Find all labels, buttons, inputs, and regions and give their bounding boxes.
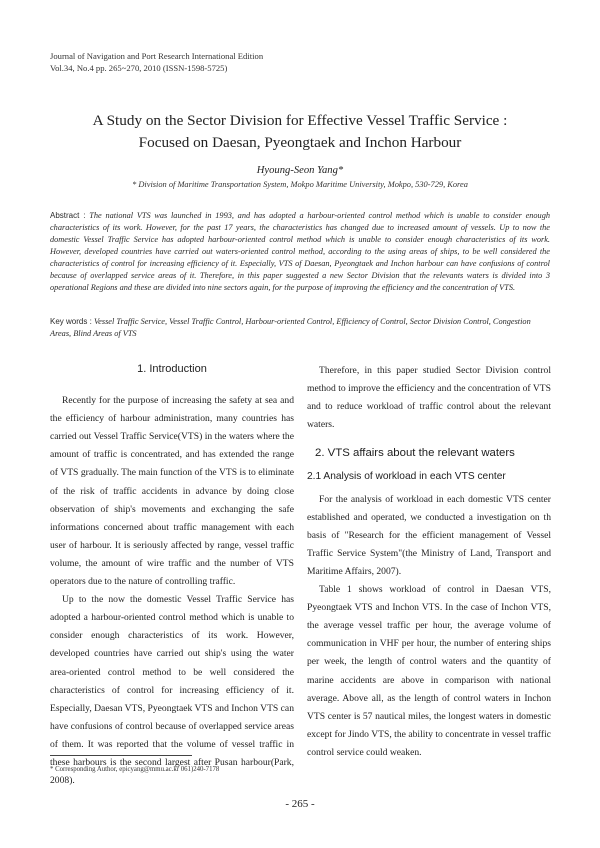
journal-name: Journal of Navigation and Port Research International Edition [50,51,264,61]
footnote-rule [50,755,192,756]
journal-volume: Vol.34, No.4 pp. 265~270, 2010 (ISSN-1598-5725) [50,63,228,73]
paper-title [0,110,600,154]
author: Hyoung-Seon Yang* [256,165,344,176]
abstract [50,210,550,294]
subsection-heading-workload: 2.1 Analysis of workload in each VTS center [307,471,506,483]
paragraph: For the analysis of workload in each domestic VTS center established and operated, we conducted a investigation on th basis of "Research for the efficient management of Vessel Traffic Service System"(the Ministry of Land, Transport and Maritime Affairs, 2007). [307,493,551,577]
abstract-label: Abstract : [50,211,90,220]
paragraph: Table 1 shows workload of control in Daesan VTS, Pyeongtaek VTS and Inchon VTS. In the case of Inchon VTS, the average vessel traffic per hour, the average volume of communication in VHF per hour, the number of entering ships per week, the length of control waters and the quantity of marine accidents are above in comparison with national average. Above all, as the length of control waters in Inchon VTS center is 57 nautical miles, the longest waters in domestic except for Jindo VTS, the ability to concentrate in vessel traffic control service could weaken. [307,584,551,758]
right-column [307,362,551,762]
keywords-label: Key words : [50,317,95,326]
left-column [50,360,294,790]
abstract-text: The national VTS was launched in 1993, and has adopted a harbour-oriented control method which is unable to consider enough characteristics of its work. However, for the past 17 years, the characteristics has changed due to increased amount of vessels. Up to now the domestic Vessel Traffic Service has adopted harbour-oriented control method which is unable to consider enough characteristics of its work. However, developed countries have carried out waters-oriented control method, according to the using areas of ships, to be well considered the characteristics of control for increasing efficiency of it. Especially, VTS of Daesan, Pyeongtaek and Inchon harbour can have confusions of control because of overlapped service areas of it. Therefore, in this paper suggested a new Sector Division that the relevants waters is divided into 3 operational Regions and these are divided into nine sectors again, for the purpose of improving the efficiency and the concentration of VTS. [50,211,550,292]
keywords-text: Vessel Traffic Service, Vessel Traffic Control, Harbour-oriented Control, Efficiency of Control, Sector Division Control, Congestion Areas, Blind Areas of VTS [50,317,531,338]
journal-header [50,50,263,74]
paragraph: Up to the now the domestic Vessel Traffic Service has adopted a harbour-oriented control method which is unable to consider enough characteristics of its work. However, developed countries have carried out ship's using the water area-oriented control method to be well considered the characteristics of control for increasing efficiency of it. Especially, Daesan VTS, Pyeongtaek VTS and Inchon VTS can have confusions of control because of overlapped service areas of them. It was reported that the volume of vessel traffic in these harbours is the second largest after Pusan harbour(Park, 2008). [50,594,294,787]
paragraph: Recently for the purpose of increasing the safety at sea and the efficiency of harbour administration, many countries has carried out Vessel Traffic Service(VTS) in the waters where the amount of traffic is concentrated, and has extended the range of VTS gradually. The main function of the VTS is to eliminate of the risk of traffic accidents in advance by doing close observation of ship's movements and exchanging the safe informations concerned about traffic management with each user of harbour. It is seriously affected by range, vessel traffic volume, the amount of wire traffic and the number of VTS operators due to the nature of controlling traffic. [50,395,294,588]
section-heading-introduction: 1. Introduction [137,363,207,375]
title-line-2: Focused on Daesan, Pyeongtaek and Inchon Harbour [138,134,462,151]
page-number: - 265 - [285,798,315,810]
footnote: * Corresponding Author, epicyang@mmu.ac.kr 061)240-7178 [50,766,220,773]
title-line-1: A Study on the Sector Division for Effective Vessel Traffic Service : [92,112,508,129]
paragraph: Therefore, in this paper studied Sector Division control method to improve the efficiency and the concentration of VTS and to reduce workload of traffic control about the relevant waters. [307,365,551,431]
keywords [50,316,550,340]
section-heading-vts-affairs: 2. VTS affairs about the relevant waters [315,447,515,460]
affiliation: * Division of Maritime Transportation System, Mokpo Maritime University, Mokpo, 530-729, Korea [132,180,468,189]
